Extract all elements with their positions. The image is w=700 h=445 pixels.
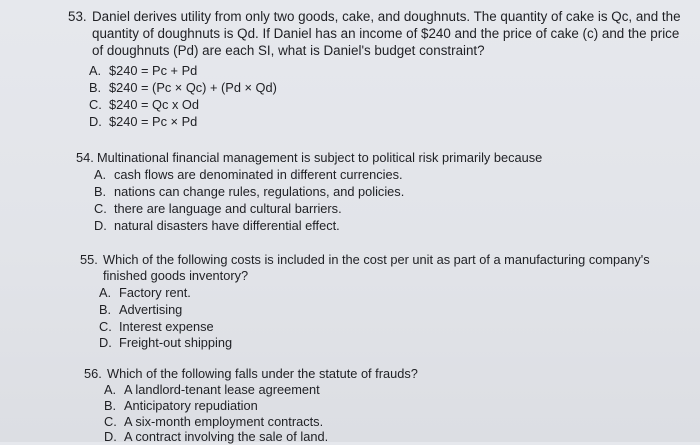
option-letter: D. — [99, 335, 112, 350]
question-number: 56. — [84, 366, 102, 381]
answer-option — [94, 167, 403, 183]
option-text: Anticipatory repudiation — [124, 398, 258, 413]
option-letter: A. — [94, 167, 107, 182]
question-number: 55. — [80, 252, 98, 267]
question-stem-line: finished goods inventory? — [103, 268, 249, 283]
option-text: $240 = (Pc × Qc) + (Pd × Qd) — [109, 80, 277, 95]
question-stem-line: quantity of doughnuts is Qd. If Daniel has an income of $240 and the price of cake (c) and the price — [92, 26, 680, 41]
question-stem-line: Daniel derives utility from only two goods, cake, and doughnuts. The quantity of cake is Qc, and the — [92, 9, 681, 24]
question-stem-line: Which of the following costs is included in the cost per unit as part of a manufacturing company's — [103, 252, 650, 267]
answer-option — [94, 184, 404, 200]
answer-option — [99, 319, 214, 335]
question-stem-line: of doughnuts (Pd) are each SI, what is Daniel's budget constraint? — [92, 43, 485, 58]
option-text: A contract involving the sale of land. — [124, 429, 329, 444]
option-letter: A. — [104, 382, 117, 397]
option-text: A six-month employment contracts. — [124, 414, 324, 429]
option-text: cash flows are denominated in different currencies. — [114, 167, 403, 182]
option-letter: B. — [104, 398, 117, 413]
option-text: natural disasters have differential effect. — [114, 218, 340, 233]
option-text: $240 = Qc x Od — [109, 97, 199, 112]
answer-option — [99, 285, 191, 301]
option-letter: B. — [89, 80, 102, 95]
answer-option — [94, 201, 342, 217]
question-number: 54. — [76, 150, 94, 165]
option-letter: B. — [94, 184, 107, 199]
option-text: Factory rent. — [119, 285, 191, 300]
option-letter: A. — [99, 285, 112, 300]
answer-option — [89, 63, 197, 79]
option-letter: D. — [104, 429, 117, 444]
option-text: $240 = Pc + Pd — [109, 63, 198, 78]
option-text: $240 = Pc × Pd — [109, 114, 198, 129]
option-text: Advertising — [119, 302, 183, 317]
answer-option — [104, 398, 258, 414]
answer-option — [89, 97, 199, 113]
answer-option — [94, 218, 340, 234]
option-letter: C. — [99, 319, 112, 334]
answer-option — [104, 382, 320, 398]
answer-option — [104, 429, 328, 445]
option-text: there are language and cultural barriers. — [114, 201, 342, 216]
answer-option — [89, 114, 197, 130]
option-text: nations can change rules, regulations, and policies. — [114, 184, 405, 199]
option-letter: D. — [89, 114, 102, 129]
answer-option — [99, 335, 232, 351]
option-text: A landlord-tenant lease agreement — [124, 382, 320, 397]
option-letter: C. — [94, 201, 107, 216]
option-letter: B. — [99, 302, 112, 317]
answer-option — [104, 414, 323, 430]
option-letter: D. — [94, 218, 107, 233]
answer-option — [89, 80, 277, 96]
option-text: Interest expense — [119, 319, 214, 334]
option-text: Freight-out shipping — [119, 335, 233, 350]
question-stem-line: Which of the following falls under the statute of frauds? — [107, 366, 418, 381]
question-stem-line: Multinational financial management is subject to political risk primarily because — [97, 150, 543, 165]
answer-option — [99, 302, 182, 318]
option-letter: C. — [104, 414, 117, 429]
option-letter: C. — [89, 97, 102, 112]
question-number: 53. — [68, 9, 87, 24]
option-letter: A. — [89, 63, 102, 78]
